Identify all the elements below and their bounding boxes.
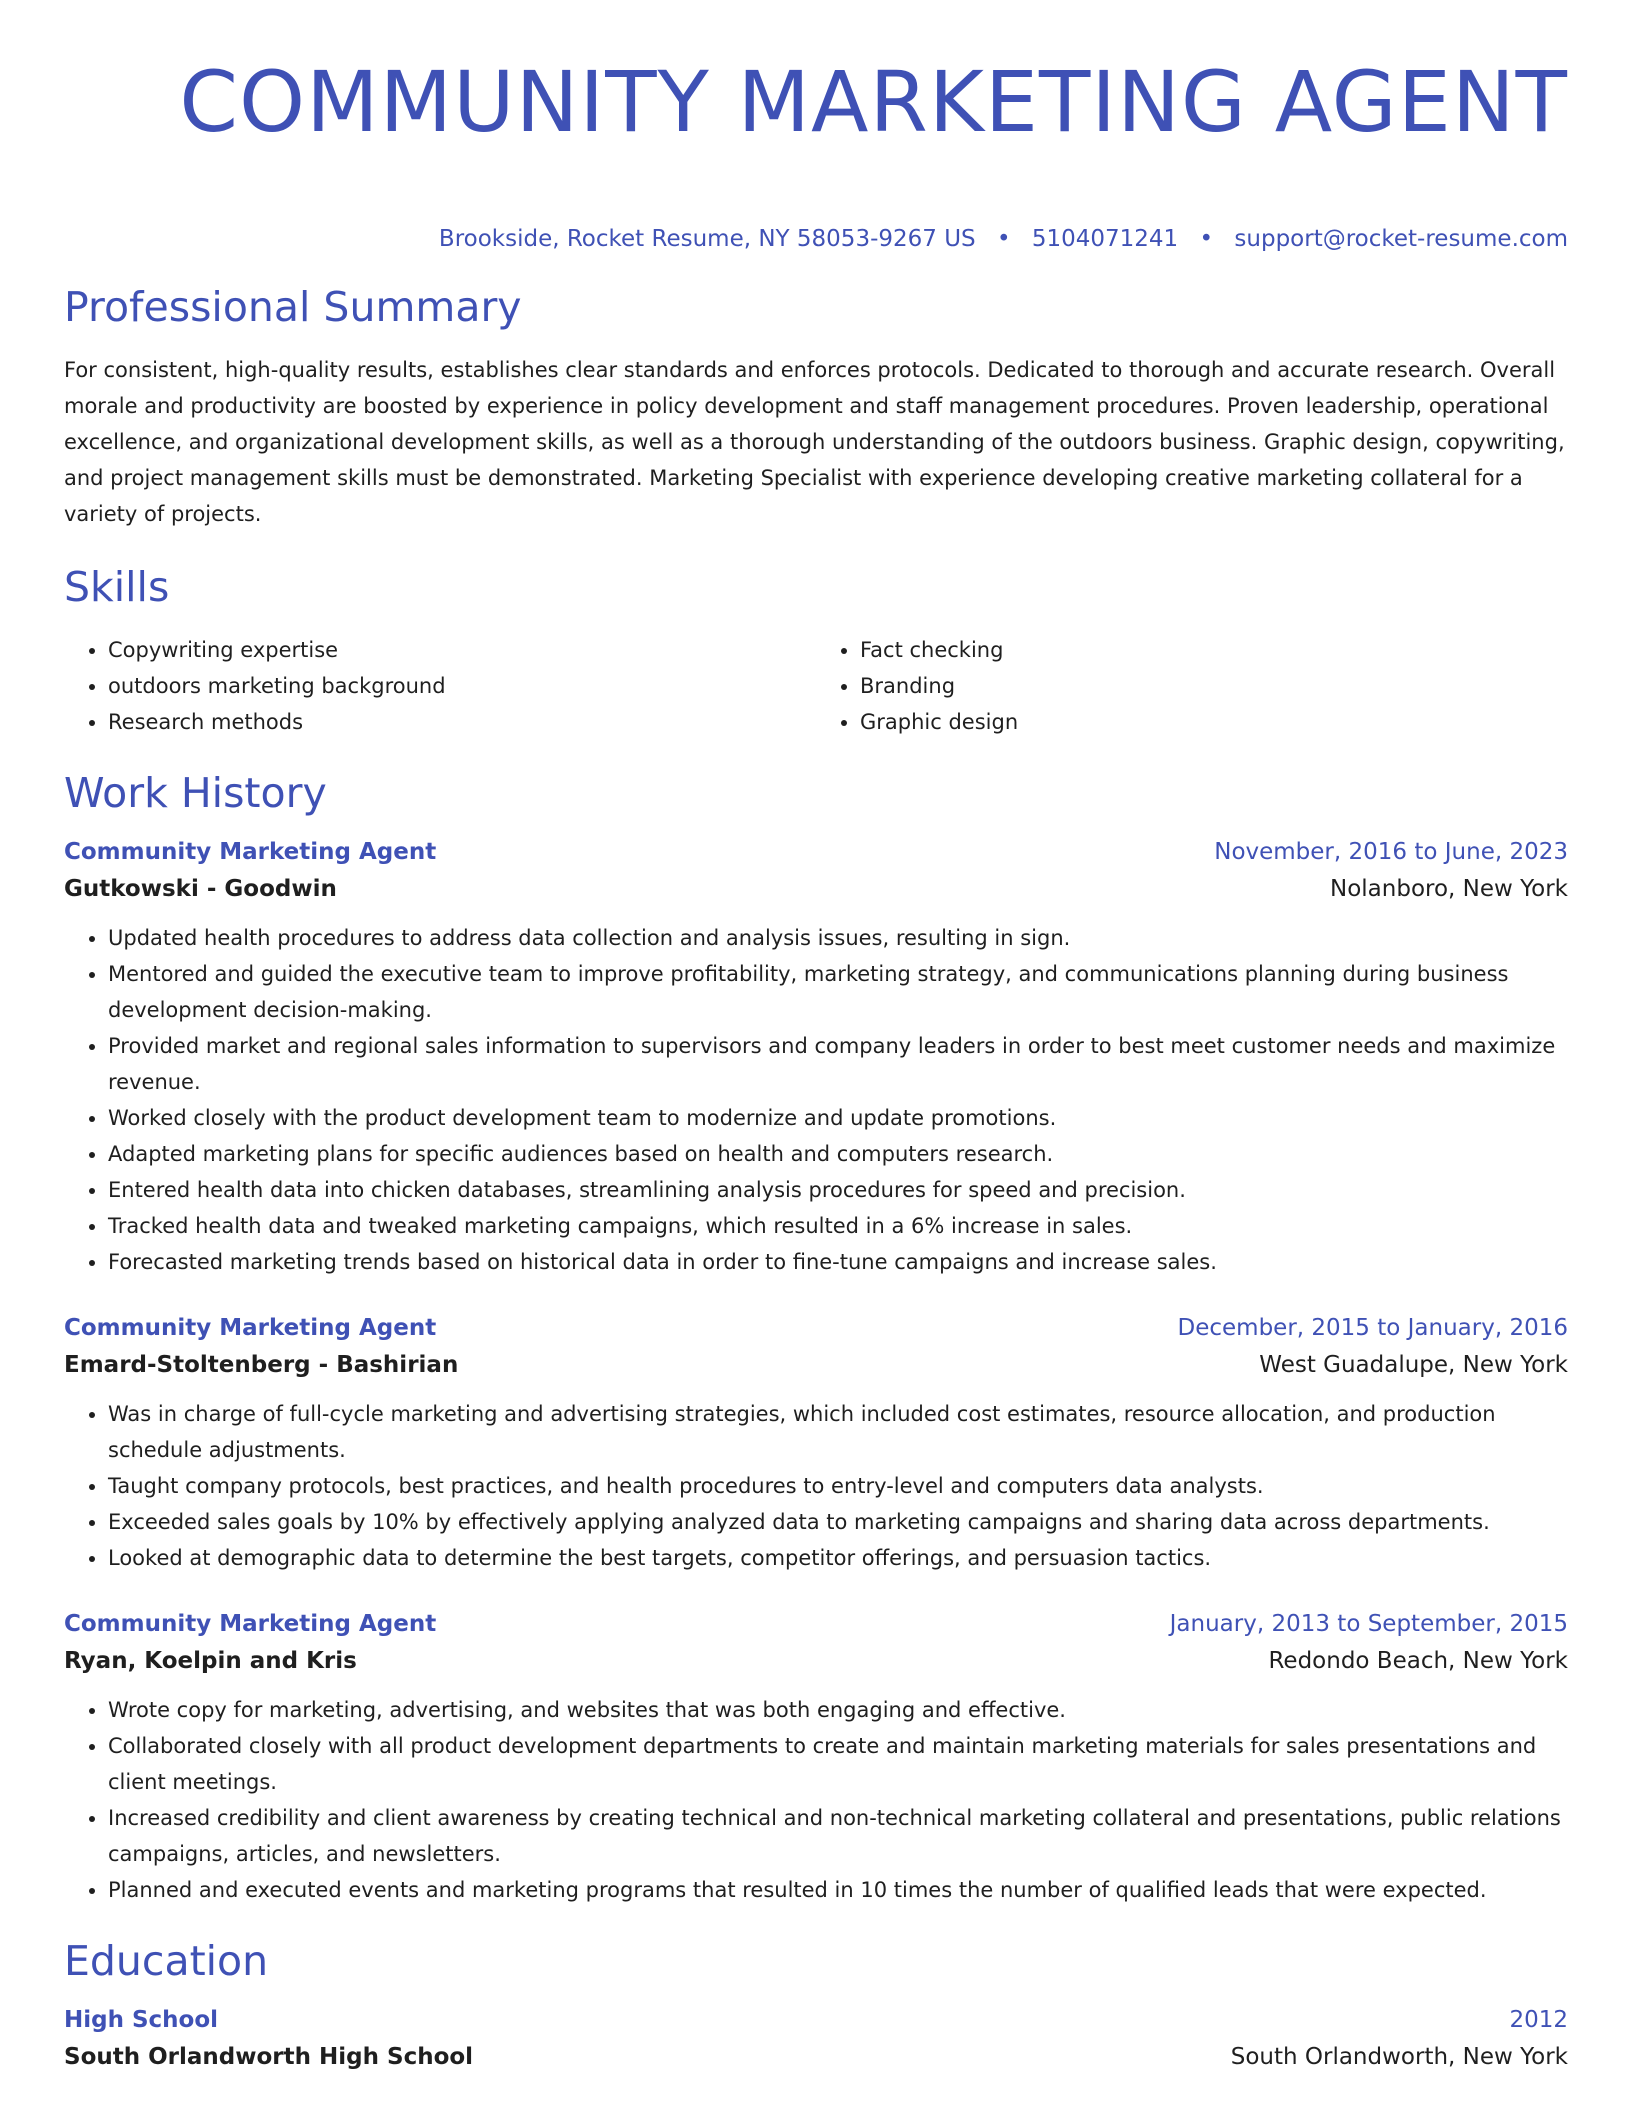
summary-section bbox=[64, 282, 1568, 532]
job-bullet: • Collaborated closely with all product development departments to create and maintain marketing materials for sales presentations and client meetings. bbox=[108, 1728, 1568, 1800]
job-bullet: • Planned and executed events and marketing programs that resulted in 10 times the number of qualified leads that were expected. bbox=[108, 1872, 1568, 1908]
contact-line bbox=[64, 224, 1568, 254]
resume-header bbox=[64, 0, 1568, 254]
job-company: Gutkowski - Goodwin bbox=[64, 876, 337, 902]
job-bullets bbox=[64, 1692, 1568, 1908]
contact-separator: • bbox=[1199, 226, 1214, 252]
job-title: Community Marketing Agent bbox=[64, 1315, 437, 1341]
education-entry bbox=[64, 2002, 1568, 2076]
summary-text: For consistent, high-quality results, establishes clear standards and enforces protocols. Dedicated to thorough and accurate research. Overall morale and productivity are boosted by experience in policy development and staff management procedures. Proven leadership, operational excellence, and organizational development skills, as well as a thorough understanding of the outdoors business. Graphic design, copywriting, and project management skills must be demonstrated. Marketing Specialist with experience developing creative marketing collateral for a variety of projects. bbox=[64, 358, 1565, 526]
job-bullet: • Mentored and guided the executive team to improve profitability, marketing strategy, and communications planning during business development decision-making. bbox=[108, 956, 1568, 1028]
job-bullet: • Tracked health data and tweaked marketing campaigns, which resulted in a 6% increase in sales. bbox=[108, 1208, 1568, 1244]
contact-phone: 5104071241 bbox=[1031, 226, 1179, 252]
job-dates: January, 2013 to September, 2015 bbox=[1169, 1611, 1568, 1637]
skill-item: • Research methods bbox=[108, 704, 816, 740]
job-title: Community Marketing Agent bbox=[64, 839, 437, 865]
education-degree: High School bbox=[64, 2007, 219, 2033]
education-school: South Orlandworth High School bbox=[64, 2044, 474, 2070]
job-bullet: • Exceeded sales goals by 10% by effectively applying analyzed data to marketing campaigns and sharing data across departments. bbox=[108, 1504, 1568, 1540]
job-location: Nolanboro, New York bbox=[1330, 876, 1568, 902]
job-bullet: • Forecasted marketing trends based on historical data in order to fine-tune campaigns and increase sales. bbox=[108, 1244, 1568, 1280]
job-bullet: • Entered health data into chicken databases, streamlining analysis procedures for speed and precision. bbox=[108, 1172, 1568, 1208]
job-company: Emard-Stoltenberg - Bashirian bbox=[64, 1352, 459, 1378]
job-bullet: • Increased credibility and client awareness by creating technical and non-technical marketing collateral and presentations, public relations campaigns, articles, and newsletters. bbox=[108, 1800, 1568, 1872]
education-location: South Orlandworth, New York bbox=[1230, 2044, 1568, 2070]
skill-item: • Copywriting expertise bbox=[108, 632, 816, 668]
contact-separator: • bbox=[996, 226, 1011, 252]
education-section bbox=[64, 1936, 1568, 2076]
job-bullet: • Adapted marketing plans for specific audiences based on health and computers research. bbox=[108, 1136, 1568, 1172]
education-year: 2012 bbox=[1509, 2007, 1568, 2033]
skills-list bbox=[64, 632, 1568, 740]
job-bullet: • Provided market and regional sales information to supervisors and company leaders in order to best meet customer needs and maximize revenue. bbox=[108, 1028, 1568, 1100]
job-entry bbox=[64, 1606, 1568, 1908]
job-dates: November, 2016 to June, 2023 bbox=[1214, 839, 1568, 865]
job-bullet: • Taught company protocols, best practices, and health procedures to entry-level and computers data analysts. bbox=[108, 1468, 1568, 1504]
education-heading: Education bbox=[64, 1937, 269, 1985]
job-bullets bbox=[64, 920, 1568, 1280]
job-location: West Guadalupe, New York bbox=[1259, 1352, 1568, 1378]
job-bullet: • Updated health procedures to address data collection and analysis issues, resulting in sign. bbox=[108, 920, 1568, 956]
job-bullet: • Wrote copy for marketing, advertising, and websites that was both engaging and effective. bbox=[108, 1692, 1568, 1728]
job-title: Community Marketing Agent bbox=[64, 1611, 437, 1637]
skills-column-left bbox=[64, 632, 816, 740]
contact-email: support@rocket-resume.com bbox=[1234, 226, 1568, 252]
skills-column-right bbox=[816, 632, 1568, 740]
job-entry bbox=[64, 834, 1568, 1280]
job-dates: December, 2015 to January, 2016 bbox=[1177, 1315, 1568, 1341]
job-bullet: • Worked closely with the product development team to modernize and update promotions. bbox=[108, 1100, 1568, 1136]
job-bullet: • Was in charge of full-cycle marketing and advertising strategies, which included cost estimates, resource allocation, and production schedule adjustments. bbox=[108, 1396, 1568, 1468]
candidate-name: COMMUNITY MARKETING AGENT bbox=[179, 53, 1568, 151]
summary-heading: Professional Summary bbox=[64, 283, 522, 331]
job-bullets bbox=[64, 1396, 1568, 1576]
skills-section bbox=[64, 562, 1568, 740]
skill-item: • Branding bbox=[860, 668, 1568, 704]
skill-item: • Fact checking bbox=[860, 632, 1568, 668]
skills-heading: Skills bbox=[64, 563, 170, 611]
work-history-heading: Work History bbox=[64, 769, 327, 817]
contact-address: Brookside, Rocket Resume, NY 58053-9267 US bbox=[438, 226, 976, 252]
skill-item: • Graphic design bbox=[860, 704, 1568, 740]
job-location: Redondo Beach, New York bbox=[1268, 1648, 1568, 1674]
skill-item: • outdoors marketing background bbox=[108, 668, 816, 704]
work-history-section bbox=[64, 768, 1568, 1908]
job-entry bbox=[64, 1310, 1568, 1576]
job-bullet: • Looked at demographic data to determine the best targets, competitor offerings, and persuasion tactics. bbox=[108, 1540, 1568, 1576]
job-company: Ryan, Koelpin and Kris bbox=[64, 1648, 357, 1674]
